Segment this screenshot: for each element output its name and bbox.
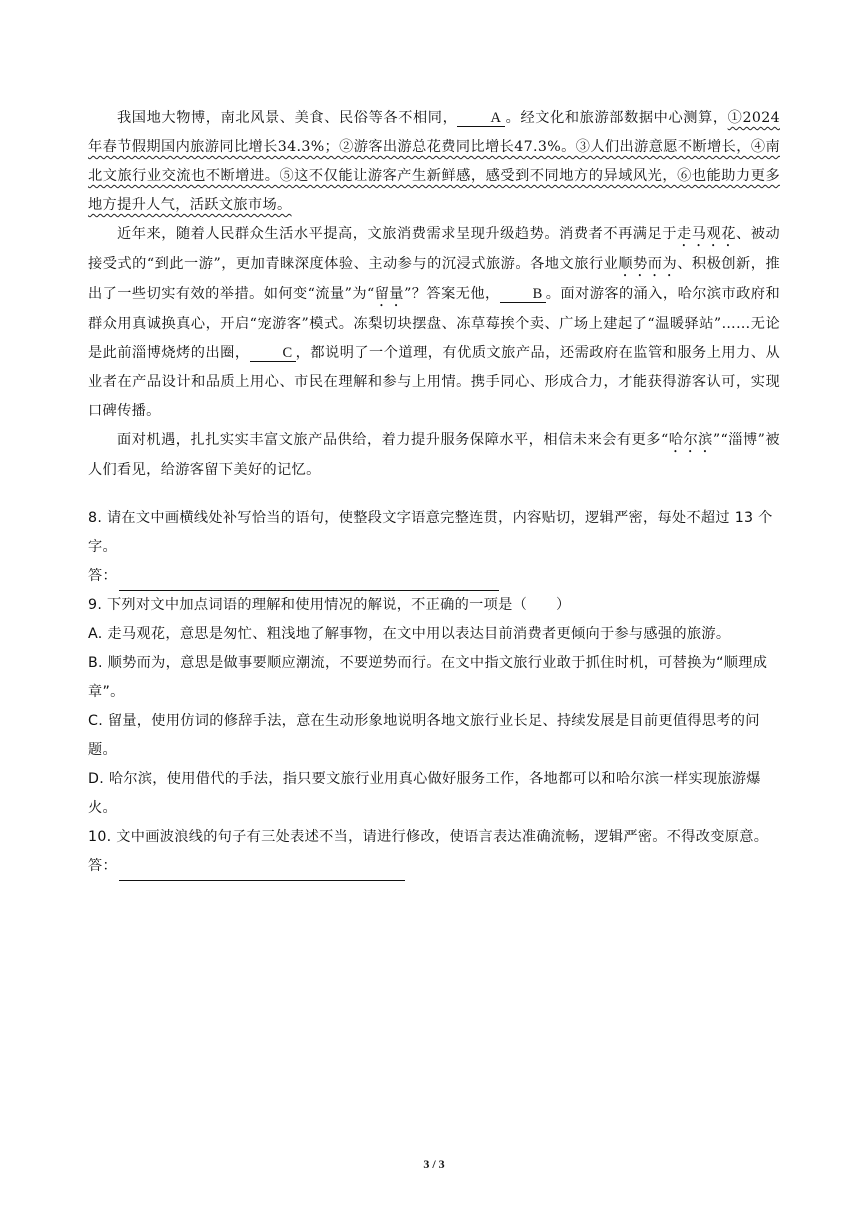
passage-paragraph-2 [88, 220, 780, 426]
answer-label: 答： [88, 568, 117, 584]
passage-text: 近年来，随着人民群众生活水平提高，文旅消费需求呈现升级趋势。消费者不再满足于 [117, 226, 678, 242]
option-a[interactable]: A. 走马观花，意思是匆忙、粗浅地了解事物，在文中用以表达目前消费者更倾向于参与感强的旅游。 [88, 626, 731, 642]
dotted-term-liuliang: 留量 [374, 286, 405, 302]
passage-text: 。面对游客的涌入，哈尔滨市政府和群众用真诚换真心，开启“宠游客”模式。冻梨切块摆盘、冻草莓挨个卖、广场上建起了“温暖驿站”……无论是此前淄博烧烤的出圈， [88, 286, 780, 361]
answer-rule-8[interactable] [119, 571, 499, 591]
blank-c: C [250, 345, 296, 362]
answer-rule-10[interactable] [119, 861, 405, 881]
question-10: 10. 文中画波浪线的句子有三处表述不当，请进行修改，使语言表达准确流畅，逻辑严密。不得改变原意。 [88, 829, 769, 845]
blank-a: A [457, 110, 505, 127]
option-d[interactable]: D. 哈尔滨，使用借代的手法，指只要文旅行业用真心做好服务工作，各地都可以和哈尔滨一样实现旅游爆火。 [88, 771, 761, 816]
passage-paragraph-3 [88, 426, 780, 485]
passage-text: ”“淄博”被人们看见，给游客留下美好的记忆。 [88, 432, 780, 478]
passage-text: 我国地大物博，南北风景、美食、民俗等各不相同， [117, 110, 458, 126]
question-section [88, 504, 780, 881]
passage-text: 。经文化和旅游部数据中心测算， [505, 110, 728, 126]
passage-text: ，都说明了一个道理，有优质文旅产品，还需政府在监管和服务上用力、从业者在产品设计和品质上用心、市民在理解和参与上用情。携手同心、形成合力，才能获得游客认可，实现口碑传播。 [88, 345, 780, 419]
page-number: 3 / 3 [423, 1157, 445, 1171]
question-8: 8. 请在文中画横线处补写恰当的语句，使整段文字语意完整连贯，内容贴切，逻辑严密，每处不超过 13 个字。 [88, 510, 773, 555]
answer-line-8 [88, 562, 780, 591]
question-9: 9. 下列对文中加点词语的理解和使用情况的解说，不正确的一项是（ ） [88, 597, 571, 613]
dotted-term-zouma: 走马观花 [677, 226, 736, 242]
dotted-term-haerbin: 哈尔滨 [668, 432, 713, 448]
passage-text: 、积极创新，推出了一些切实有效的举措。如何变“流量”为“ [88, 256, 780, 302]
passage-paragraph-1 [88, 104, 780, 220]
blank-b: B [500, 286, 546, 303]
reading-passage [88, 104, 780, 485]
passage-text: ”？答案无他， [404, 286, 500, 302]
option-c[interactable]: C. 留量，使用仿词的修辞手法，意在生动形象地说明各地文旅行业长足、持续发展是目前更值得思考的问题。 [88, 713, 760, 758]
dotted-term-shunshi: 顺势而为 [618, 256, 678, 272]
option-b[interactable]: B. 顺势而为，意思是做事要顺应潮流，不要逆势而行。在文中指文旅行业敢于抓住时机，可替换为“顺理成章”。 [88, 655, 768, 700]
passage-text: 、被动接受式的“到此一游”，更加青睐深度体验、主动参与的沉浸式旅游。各地文旅行业 [88, 226, 780, 272]
passage-text: 面对机遇，扎扎实实丰富文旅产品供给，着力提升服务保障水平，相信未来会有更多“ [117, 432, 669, 448]
answer-line-10 [88, 852, 780, 881]
wavy-underlined-sentences: ①2024年春节假期国内旅游同比增长34.3%；②游客出游总花费同比增长47.3%。③人们出游意愿不断增长，④南北文旅行业交流也不断增进。⑤这不仅能让游客产生新鲜感，感受到不同地方的异域风光，⑥也能助力更多地方提升人气，活跃文旅市场。 [88, 110, 780, 213]
answer-label: 答： [88, 858, 117, 874]
